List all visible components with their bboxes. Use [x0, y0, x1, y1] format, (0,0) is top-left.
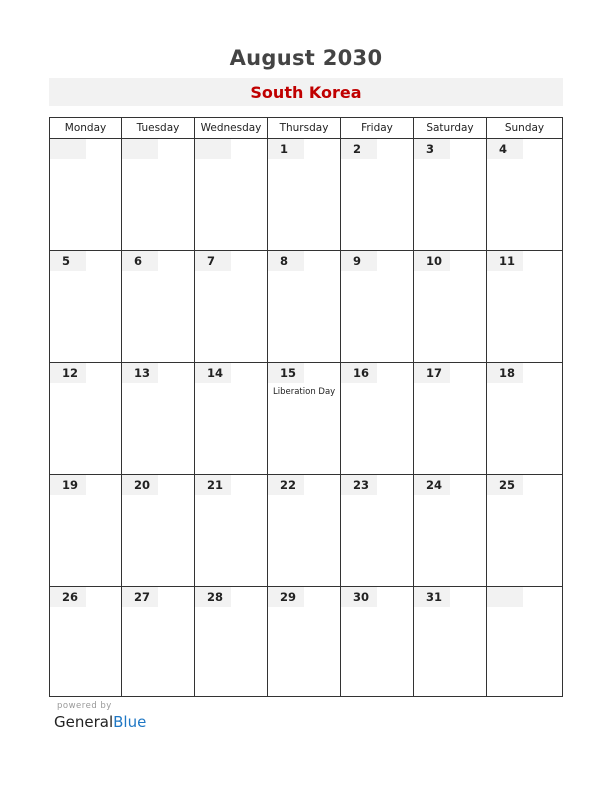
day-cell[interactable]	[341, 475, 414, 586]
day-number-box	[50, 475, 86, 495]
day-cell[interactable]	[122, 251, 195, 362]
day-number-box	[122, 475, 158, 495]
day-cell[interactable]	[195, 475, 268, 586]
day-number: 19	[62, 478, 79, 492]
weekday-header: Friday	[341, 118, 414, 138]
day-cell[interactable]	[268, 251, 341, 362]
holiday-label: Liberation Day	[273, 387, 336, 397]
day-cell[interactable]	[487, 587, 562, 696]
day-number: 26	[62, 590, 79, 604]
day-cell[interactable]	[268, 139, 341, 250]
day-number: 12	[62, 366, 79, 380]
day-number-box	[268, 587, 304, 607]
day-number: 17	[426, 366, 443, 380]
weekday-header: Thursday	[268, 118, 341, 138]
day-cell[interactable]	[268, 475, 341, 586]
day-number: 22	[280, 478, 297, 492]
day-number: 1	[280, 142, 289, 156]
day-number-box	[122, 587, 158, 607]
day-number-box	[487, 475, 523, 495]
week-row	[50, 475, 562, 587]
day-number: 28	[207, 590, 224, 604]
day-number-box	[414, 139, 450, 159]
day-number: 10	[426, 254, 443, 268]
day-number-box	[341, 587, 377, 607]
weekday-header: Monday	[50, 118, 122, 138]
day-number: 23	[353, 478, 370, 492]
day-number-box	[50, 251, 86, 271]
day-cell[interactable]	[487, 139, 562, 250]
day-number-box	[414, 251, 450, 271]
brand-blue: Blue	[113, 713, 147, 731]
day-number-box	[487, 139, 523, 159]
day-cell[interactable]	[50, 587, 122, 696]
day-number: 6	[134, 254, 143, 268]
day-number-box	[268, 139, 304, 159]
day-number-box	[195, 475, 231, 495]
day-number: 18	[499, 366, 516, 380]
day-cell[interactable]	[195, 587, 268, 696]
day-number: 15	[280, 366, 297, 380]
day-number-box	[195, 587, 231, 607]
day-cell[interactable]	[50, 475, 122, 586]
day-number-box	[122, 363, 158, 383]
country-banner	[49, 78, 563, 106]
day-number-box	[414, 363, 450, 383]
day-number: 16	[353, 366, 370, 380]
brand-general: General	[54, 713, 114, 731]
day-cell[interactable]	[195, 363, 268, 474]
day-cell[interactable]	[268, 363, 341, 474]
day-number-box	[195, 139, 231, 159]
day-cell[interactable]	[50, 363, 122, 474]
weekday-header: Wednesday	[195, 118, 268, 138]
week-row	[50, 251, 562, 363]
day-number-box	[50, 587, 86, 607]
day-number-box	[487, 251, 523, 271]
weekday-header: Tuesday	[122, 118, 195, 138]
day-cell[interactable]	[341, 363, 414, 474]
day-number: 14	[207, 366, 224, 380]
day-cell[interactable]	[50, 139, 122, 250]
week-row	[50, 139, 562, 251]
day-number: 8	[280, 254, 289, 268]
day-number: 27	[134, 590, 151, 604]
weekday-header: Sunday	[504, 122, 545, 134]
day-number-box	[50, 139, 86, 159]
day-number: 11	[499, 254, 516, 268]
calendar-grid	[49, 117, 563, 697]
day-number-box	[268, 363, 304, 383]
day-cell[interactable]	[195, 251, 268, 362]
day-cell[interactable]	[195, 139, 268, 250]
day-cell[interactable]	[414, 475, 487, 586]
day-cell[interactable]	[487, 251, 562, 362]
day-number-box	[414, 587, 450, 607]
day-number: 30	[353, 590, 370, 604]
day-cell[interactable]	[50, 251, 122, 362]
day-cell[interactable]	[122, 475, 195, 586]
day-number-box	[341, 139, 377, 159]
weekday-header-row	[50, 118, 562, 139]
day-number-box	[122, 251, 158, 271]
day-number-box	[122, 139, 158, 159]
day-number: 20	[134, 478, 151, 492]
day-number: 13	[134, 366, 151, 380]
day-number-box	[341, 251, 377, 271]
day-cell[interactable]	[487, 475, 562, 586]
day-cell[interactable]	[122, 363, 195, 474]
day-number: 5	[62, 254, 71, 268]
day-number: 31	[426, 590, 443, 604]
weekday-header: Saturday	[414, 118, 487, 138]
day-number: 29	[280, 590, 297, 604]
day-cell[interactable]	[341, 139, 414, 250]
day-number-box	[487, 587, 523, 607]
day-number-box	[195, 251, 231, 271]
country-name: South Korea	[250, 83, 362, 102]
day-number-box	[414, 475, 450, 495]
day-cell[interactable]	[268, 587, 341, 696]
day-number: 7	[207, 254, 216, 268]
day-cell[interactable]	[414, 587, 487, 696]
powered-by-text: powered by	[57, 701, 112, 711]
day-number: 3	[426, 142, 435, 156]
day-number: 24	[426, 478, 443, 492]
week-row	[50, 363, 562, 475]
day-number-box	[341, 475, 377, 495]
calendar-title: August 2030	[229, 46, 383, 70]
day-number-box	[268, 251, 304, 271]
day-cell[interactable]	[341, 587, 414, 696]
day-number-box	[487, 363, 523, 383]
day-cell[interactable]	[122, 139, 195, 250]
day-cell[interactable]	[122, 587, 195, 696]
day-number-box	[268, 475, 304, 495]
day-number: 2	[353, 142, 362, 156]
day-cell[interactable]	[341, 251, 414, 362]
day-cell[interactable]	[414, 251, 487, 362]
day-number: 9	[353, 254, 362, 268]
day-number-box	[195, 363, 231, 383]
day-number-box	[50, 363, 86, 383]
generalblue-logo[interactable]	[54, 713, 146, 731]
day-number: 21	[207, 478, 224, 492]
week-row	[50, 587, 562, 696]
day-number: 4	[499, 142, 508, 156]
day-number: 25	[499, 478, 516, 492]
day-cell[interactable]	[414, 139, 487, 250]
day-cell[interactable]	[487, 363, 562, 474]
day-number-box	[341, 363, 377, 383]
day-cell[interactable]	[414, 363, 487, 474]
